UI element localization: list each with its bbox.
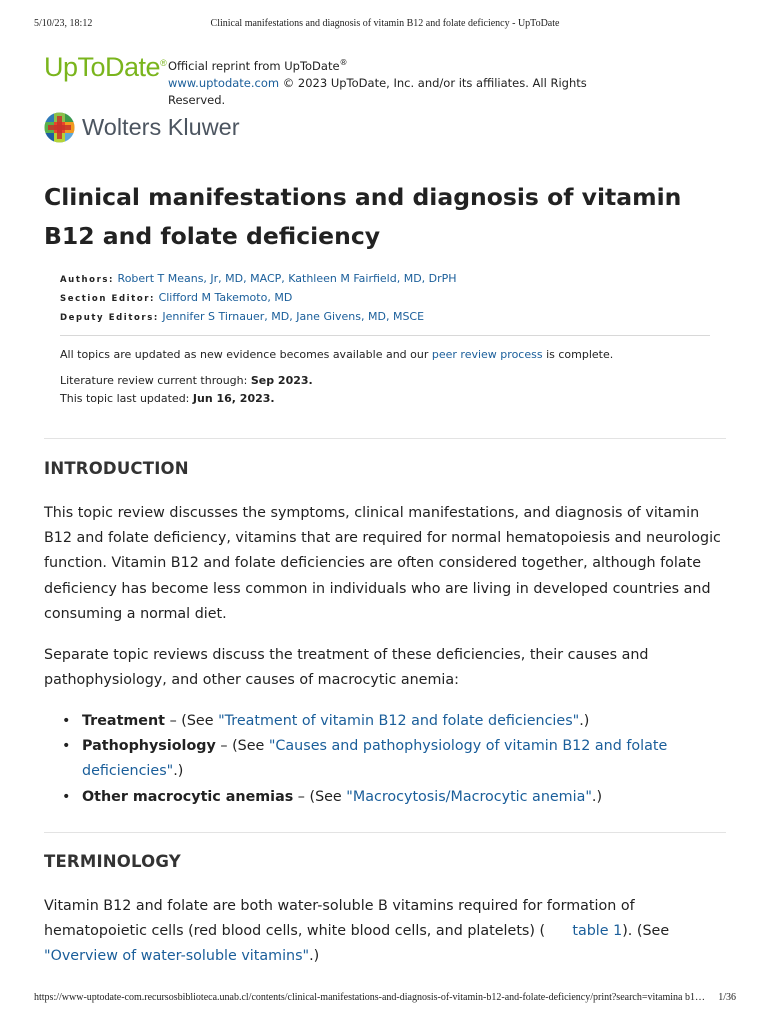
literature-review-date: Sep 2023. xyxy=(250,374,313,387)
deputy-editors-row xyxy=(60,308,710,327)
uptodate-logo-text: UpToDate xyxy=(44,52,161,82)
terminology-text-mid: ). (See xyxy=(622,923,670,940)
list-item-suffix: .) xyxy=(173,763,184,780)
article-title: Clinical manifestations and diagnosis of vitamin B12 and folate deficiency xyxy=(44,183,682,250)
terminology-heading: TERMINOLOGY xyxy=(44,852,181,871)
section-editor-label: Section Editor: xyxy=(60,294,156,304)
copyright-text: © 2023 UpToDate, Inc. and/or its affiliates. All Rights Reserved. xyxy=(168,75,587,107)
print-url: https://www-uptodate-com.recursosbiblioteca.unab.cl/contents/clinical-manifestations-and-diagnosis-of-vitamin-b12-and-folate-deficiency/print?search=vitamina b1… xyxy=(34,992,705,1003)
literature-review-line xyxy=(60,372,710,390)
literature-review-label: Literature review current through: xyxy=(60,374,251,387)
list-item-suffix: .) xyxy=(579,713,590,729)
section-divider xyxy=(44,832,726,833)
pathophysiology-topic-link[interactable]: "Causes and pathophysiology of vitamin B12 and folate deficiencies" xyxy=(82,738,668,780)
list-item-term: Pathophysiology xyxy=(82,738,216,755)
last-updated-line xyxy=(60,390,710,408)
metadata-divider xyxy=(60,335,710,336)
water-soluble-vitamins-link[interactable]: "Overview of water-soluble vitamins" xyxy=(44,948,310,965)
bullet-icon: • xyxy=(62,738,71,755)
update-notice-text: All topics are updated as new evidence becomes available and our xyxy=(60,348,432,361)
publisher-name: Wolters Kluwer xyxy=(82,114,240,140)
print-header xyxy=(34,18,736,32)
list-item-term: Other macrocytic anemias xyxy=(82,788,294,805)
article-metadata xyxy=(60,270,710,408)
list-item-term: Treatment xyxy=(82,713,166,729)
list-item xyxy=(62,734,722,784)
deputy-editors-label: Deputy Editors: xyxy=(60,313,159,323)
terminology-paragraph xyxy=(44,894,724,970)
terminology-text-end: .) xyxy=(309,948,320,965)
treatment-topic-link[interactable]: "Treatment of vitamin B12 and folate deficiencies" xyxy=(218,713,580,729)
list-item xyxy=(62,709,722,734)
authors-row xyxy=(60,270,710,289)
list-item-prefix: – (See xyxy=(215,738,269,755)
authors-label: Authors: xyxy=(60,275,115,285)
print-page-title: Clinical manifestations and diagnosis of vitamin B12 and folate deficiency - UpToDate xyxy=(210,18,560,29)
reprint-text: Official reprint from UpToDate xyxy=(168,58,340,73)
list-item-prefix: – (See xyxy=(165,713,219,729)
reprint-mark: ® xyxy=(339,58,348,67)
print-page-number: 1/36 xyxy=(718,992,736,1003)
print-footer xyxy=(34,992,736,1006)
bullet-icon: • xyxy=(62,788,71,805)
uptodate-logo-mark: ® xyxy=(160,58,167,68)
macrocytosis-topic-link[interactable]: "Macrocytosis/Macrocytic anemia" xyxy=(346,788,592,805)
reprint-notice xyxy=(168,54,638,109)
related-topics-list xyxy=(62,709,722,810)
section-editor-link[interactable]: Clifford M Takemoto, MD xyxy=(158,291,293,304)
bullet-icon: • xyxy=(62,713,71,729)
uptodate-site-link[interactable]: www.uptodate.com xyxy=(168,75,280,90)
print-datetime: 5/10/23, 18:12 xyxy=(34,18,93,29)
list-item-prefix: – (See xyxy=(293,788,347,805)
deputy-editors-link[interactable]: Jennifer S Tirnauer, MD, Jane Givens, MD, MSCE xyxy=(162,310,425,323)
last-updated-date: Jun 16, 2023. xyxy=(192,392,275,405)
update-notice-end: is complete. xyxy=(542,348,614,361)
authors-link[interactable]: Robert T Means, Jr, MD, MACP, Kathleen M Fairfield, MD, DrPH xyxy=(117,272,457,285)
terminology-text: Vitamin B12 and folate are both water-soluble B vitamins required for formation of hematopoietic cells (red blood cells, white blood cells, and platelets) ( xyxy=(44,898,635,940)
introduction-heading: INTRODUCTION xyxy=(44,459,189,478)
peer-review-link[interactable]: peer review process xyxy=(431,348,543,361)
wolters-kluwer-mark-icon xyxy=(44,112,75,143)
introduction-paragraph-1: This topic review discusses the symptoms, clinical manifestations, and diagnosis of vitamin B12 and folate deficiency, vitamins that are required for normal hematopoiesis and neurologic function. Vitamin B12 and folate deficiencies are often considered together, although folate deficiency has become less common in individuals who are living in developed countries and consuming a normal diet. xyxy=(44,505,721,622)
update-notice xyxy=(60,346,710,364)
uptodate-logo[interactable] xyxy=(44,52,166,83)
table-1-link[interactable]: table 1 xyxy=(572,923,623,940)
list-item-suffix: .) xyxy=(591,788,603,805)
last-updated-label: This topic last updated: xyxy=(60,392,193,405)
list-item xyxy=(62,785,722,810)
section-divider xyxy=(44,438,726,439)
introduction-paragraph-2: Separate topic reviews discuss the treatment of these deficiencies, their causes and pathophysiology, and other causes of macrocytic anemia: xyxy=(44,647,649,689)
section-editor-row xyxy=(60,289,710,308)
